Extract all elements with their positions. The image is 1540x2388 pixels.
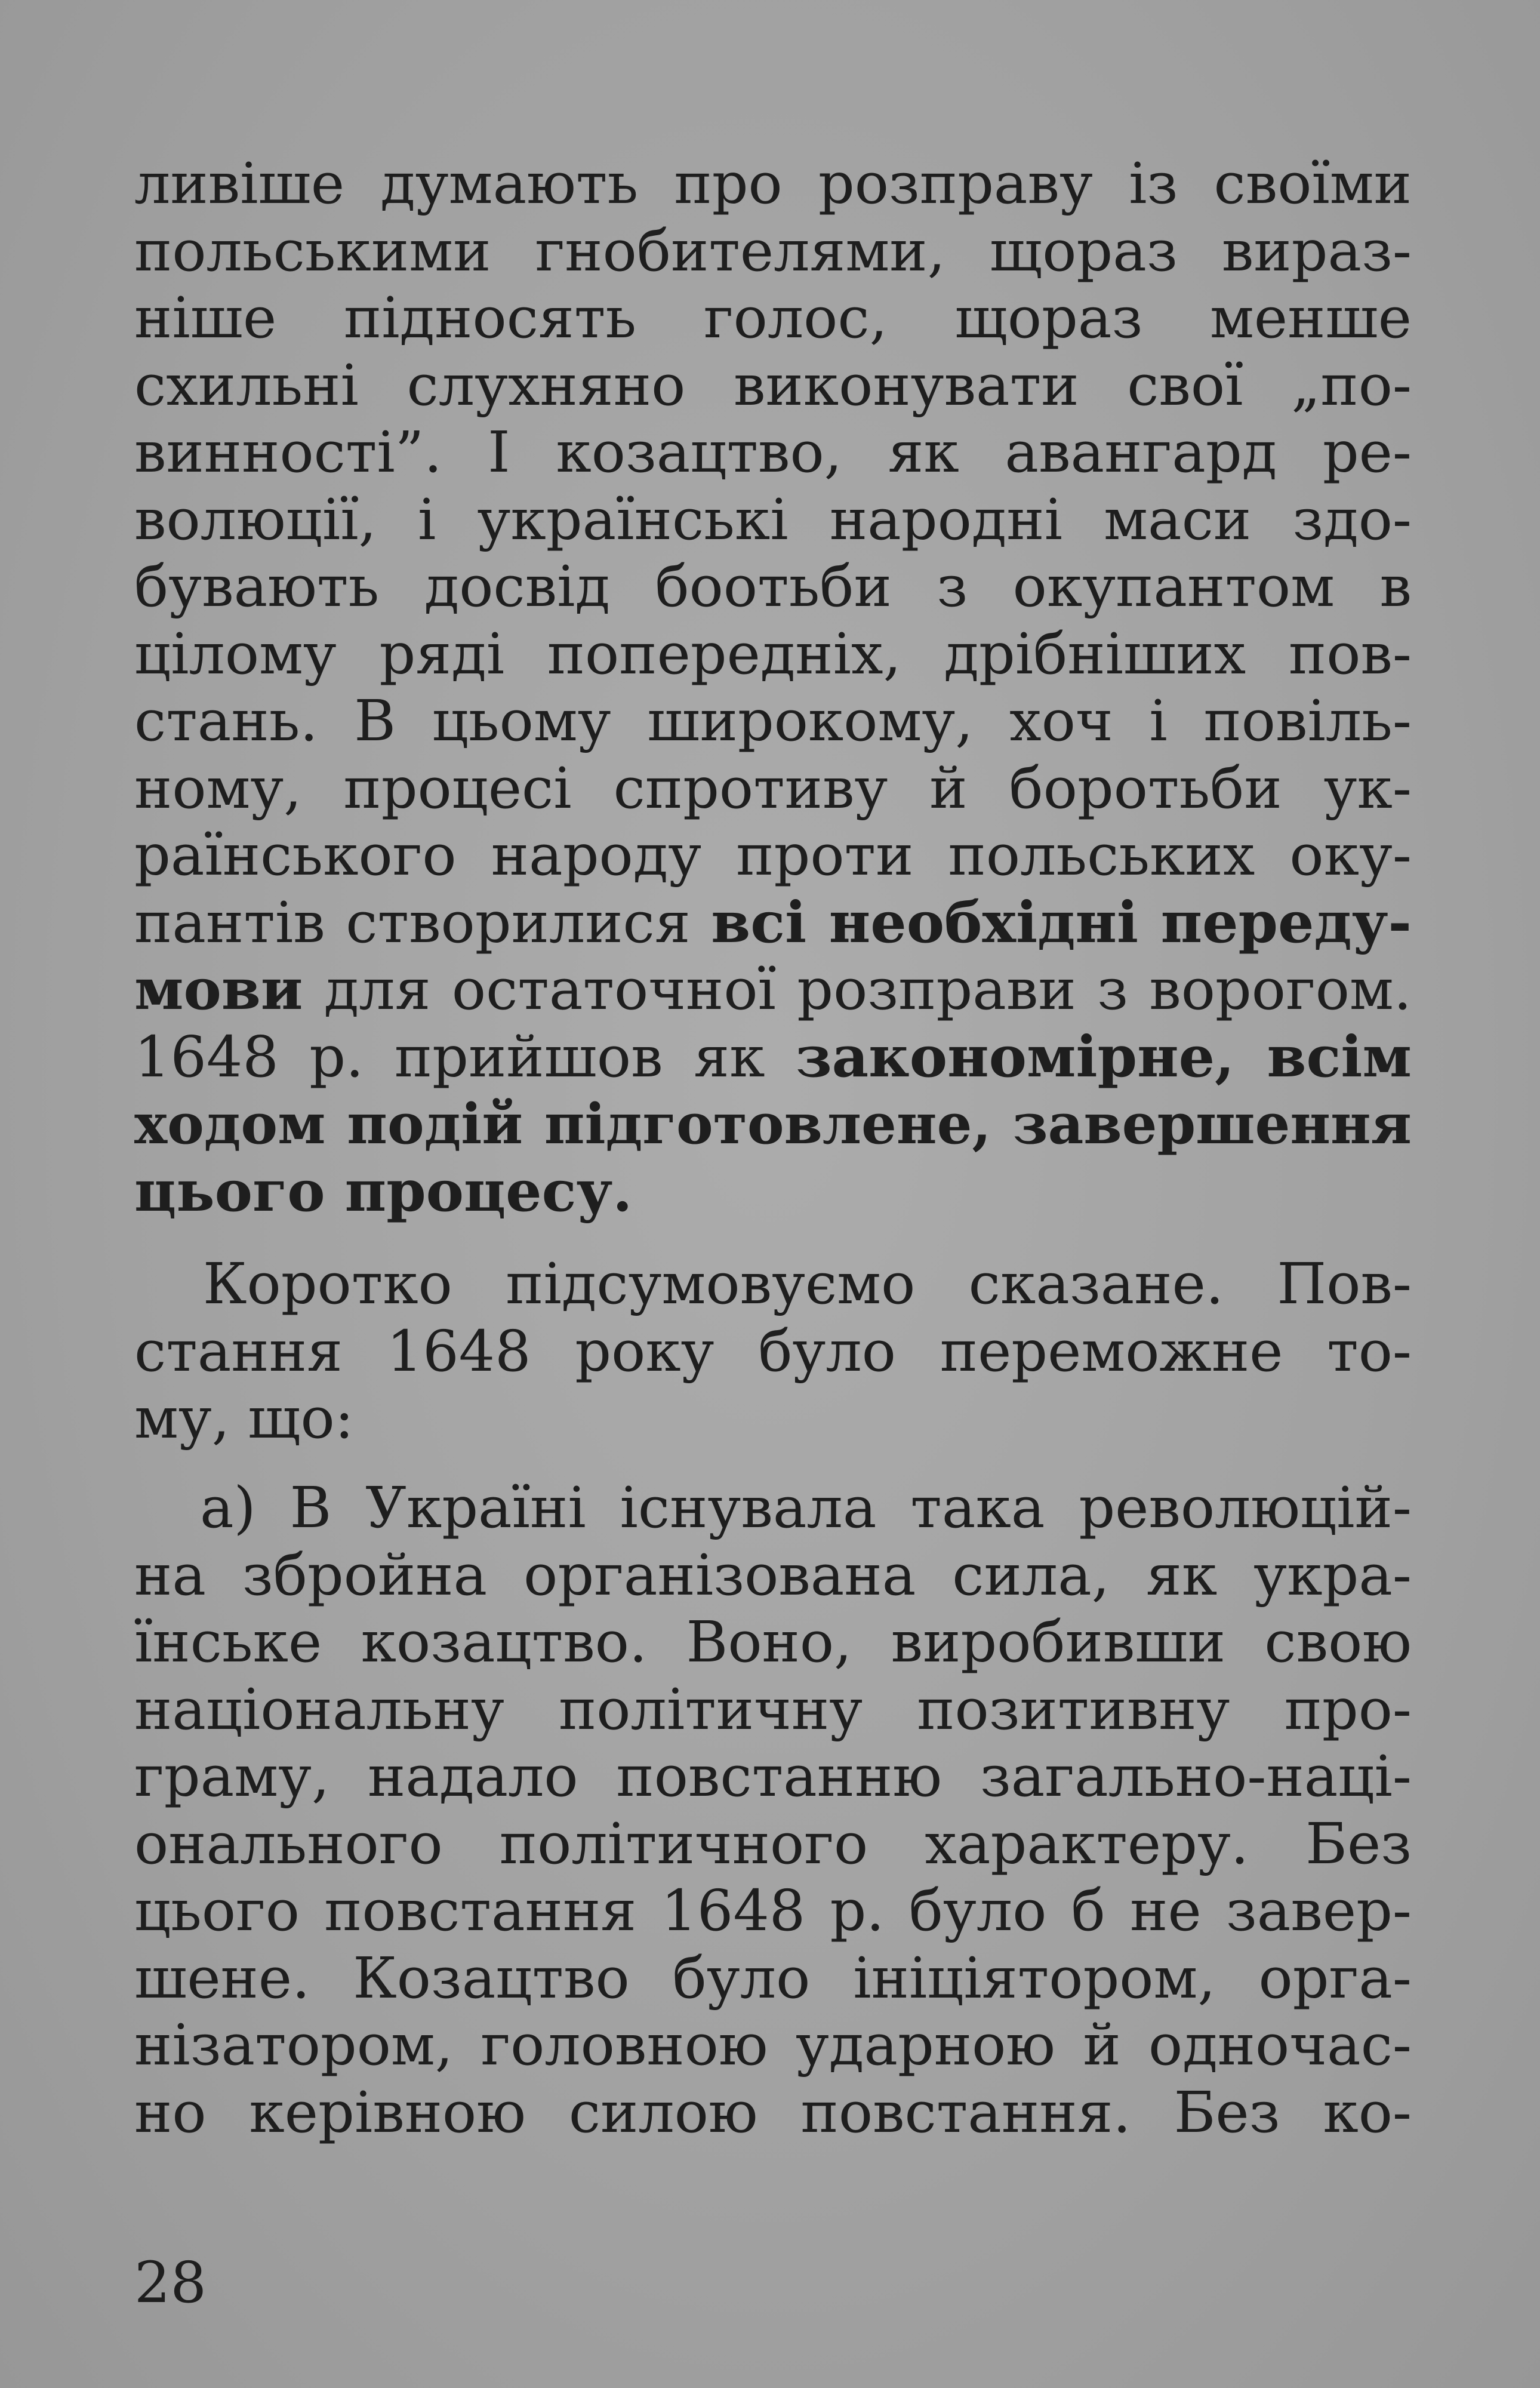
text-line: шене. Козацтво було ініціятором, орга-	[134, 1945, 1412, 2011]
text-line: а) В Україні існувала така революцій-	[200, 1475, 1412, 1541]
text-line-mixed	[134, 1024, 1412, 1091]
text-line-bold: цього процесу.	[134, 1158, 633, 1224]
text-line-mixed	[134, 956, 1412, 1024]
text-line: волюції, і українські народні маси здо-	[134, 487, 1412, 553]
bold-text: всі необхідні переду-	[711, 889, 1412, 956]
paragraph-1	[134, 150, 1412, 1225]
regular-text: 1648 р. прийшов як	[134, 1024, 796, 1090]
text-line: раїнського народу проти польських оку-	[134, 823, 1412, 888]
text-line: нізатором, головною ударною й одночас-	[134, 2012, 1412, 2078]
bold-text: мови	[134, 956, 303, 1023]
paragraph-2	[134, 1251, 1412, 1453]
text-line: на збройна організована сила, як укра-	[134, 1542, 1412, 1608]
page-number: 28	[134, 2250, 207, 2316]
text-line-mixed	[134, 890, 1412, 957]
text-line: стань. В цьому широкому, хоч і повіль-	[134, 688, 1412, 754]
text-line: їнське козацтво. Воно, виробивши свою	[134, 1610, 1412, 1675]
text-line: стання 1648 року було переможне то-	[134, 1318, 1412, 1384]
text-line: Коротко підсумовуємо сказане. Пов-	[203, 1251, 1412, 1317]
text-line: національну політичну позитивну про-	[134, 1676, 1412, 1743]
text-line: онального політичного характеру. Без	[134, 1811, 1412, 1877]
text-line: цілому ряді попередніх, дрібніших пов-	[134, 621, 1412, 687]
text-line: ливіше думають про розправу із своїми	[134, 151, 1412, 217]
text-line: винності”. І козацтво, як авангард ре-	[134, 420, 1412, 485]
text-line: ному, процесі спротиву й боротьби ук-	[134, 755, 1412, 821]
regular-text: пантів створилися	[134, 890, 712, 956]
text-line: му, що:	[134, 1386, 354, 1451]
text-line: цього повстання 1648 р. було б не завер-	[134, 1878, 1412, 1944]
text-line: польськими гнобителями, щораз вираз-	[134, 218, 1412, 284]
text-line: схильні слухняно виконувати свої „по-	[134, 352, 1412, 418]
bold-text: закономірне, всім	[795, 1023, 1412, 1090]
regular-text: для остаточної розправи з ворогом.	[303, 957, 1412, 1023]
text-line: граму, надало повстанню загально-наці-	[134, 1744, 1412, 1810]
text-line-bold: ходом подій підготовлене, завершення	[134, 1091, 1412, 1156]
text-line: бувають досвід боотьби з окупантом в	[134, 554, 1412, 620]
paragraph-3	[134, 1475, 1412, 2146]
text-line: но керівною силою повстання. Без ко-	[134, 2079, 1412, 2146]
text-line: ніше підносять голос, щораз менше	[134, 285, 1412, 351]
